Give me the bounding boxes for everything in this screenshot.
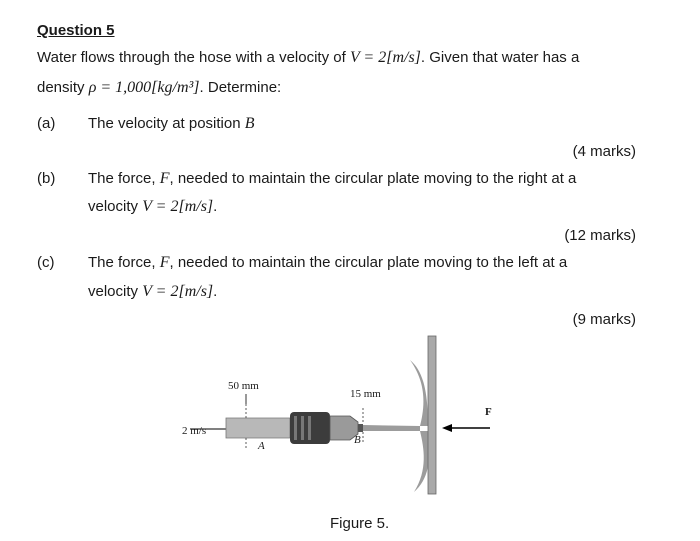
part-a-text: The velocity at position B xyxy=(88,115,255,132)
question-title: Question 5 xyxy=(37,22,115,39)
collar-ridge-3 xyxy=(308,416,311,440)
point-b-label: B xyxy=(354,434,361,446)
part-c-line-2: velocity V = 2[m/s]. xyxy=(88,283,218,300)
figure-caption: Figure 5. xyxy=(330,515,390,532)
collar-ridge-1 xyxy=(294,416,297,440)
part-a-label: (a) xyxy=(37,115,56,132)
part-b-line-1: The force, F, needed to maintain the circular plate moving to the right at a xyxy=(88,170,577,187)
part-c-line-1: The force, F, needed to maintain the circular plate moving to the left at a xyxy=(88,254,568,271)
water-jet xyxy=(363,425,420,431)
circular-plate xyxy=(428,336,436,494)
hose xyxy=(226,418,290,438)
part-b-line-2: velocity V = 2[m/s]. xyxy=(88,198,218,215)
water-spray-up xyxy=(410,360,428,426)
part-b-label: (b) xyxy=(37,170,56,187)
part-b-marks: (12 marks) xyxy=(564,227,636,244)
figure-hose-nozzle-plate xyxy=(170,330,510,500)
water-spray-down xyxy=(414,431,429,492)
dim-b-label: 15 mm xyxy=(350,388,381,400)
intro-line-2: density ρ = 1,000[kg/m³]. Determine: xyxy=(37,79,282,96)
force-label: F xyxy=(485,406,492,418)
intro-line-1: Water flows through the hose with a velocity of V = 2[m/s]. Given that water has a xyxy=(37,49,580,66)
force-arrow-head xyxy=(442,424,452,432)
part-a-marks: (4 marks) xyxy=(572,143,636,160)
point-a-label: A xyxy=(258,440,265,452)
velocity-label: 2 m/s xyxy=(182,425,207,437)
nozzle-tip xyxy=(358,424,363,432)
dim-a-label: 50 mm xyxy=(228,380,259,392)
part-c-label: (c) xyxy=(37,254,55,271)
part-c-marks: (9 marks) xyxy=(572,311,636,328)
collar-ridge-2 xyxy=(301,416,304,440)
